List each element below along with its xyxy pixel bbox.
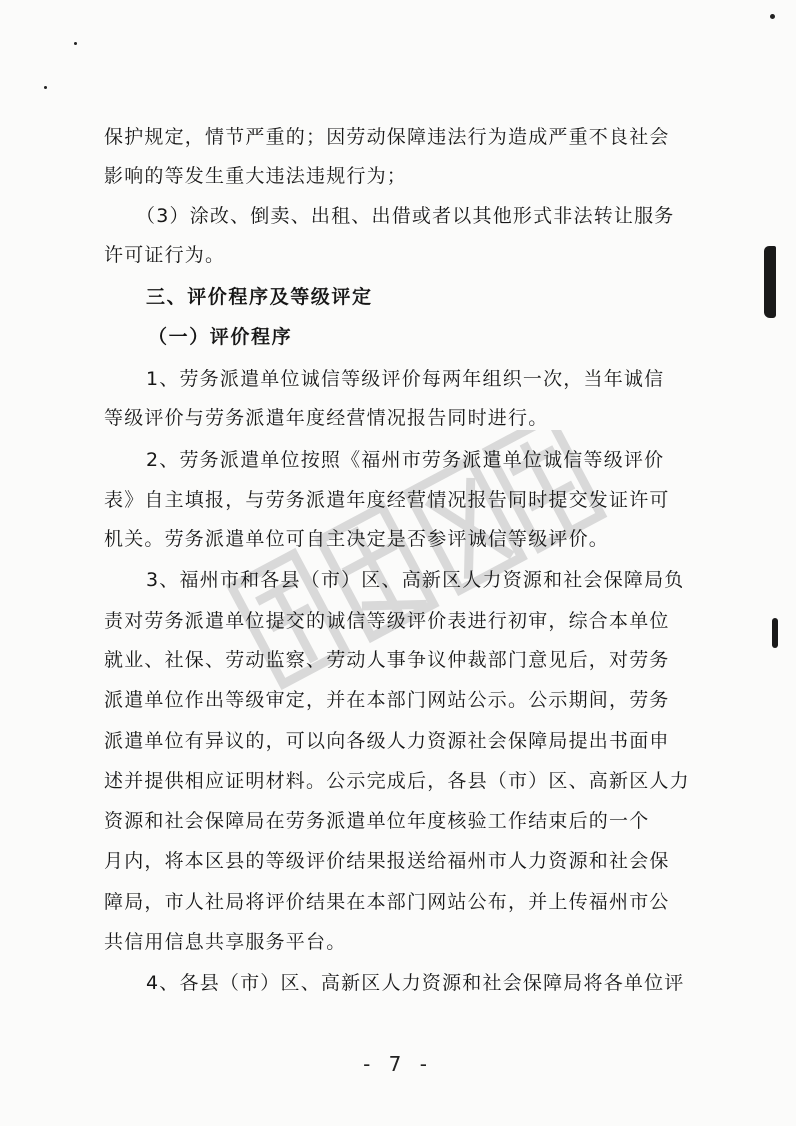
text-line: 机关。劳务派遣单位可自主决定是否参评诚信等级评价。 (104, 528, 610, 550)
scan-speck (74, 42, 77, 45)
text-line: 等级评价与劳务派遣年度经营情况报告同时进行。 (104, 407, 549, 429)
text-line: 障局，市人社局将评价结果在本部门网站公布，并上传福州市公 (104, 891, 670, 913)
text-line: 影响的等发生重大违法违规行为； (104, 165, 408, 187)
text-line: 2、劳务派遣单位按照《福州市劳务派遣单位诚信等级评价 (146, 449, 665, 471)
text-line: 派遣单位作出等级审定，并在本部门网站公示。公示期间，劳务 (104, 689, 670, 711)
text-line: 许可证行为。 (104, 244, 226, 266)
text-line: 就业、社保、劳动监察、劳动人事争议仲裁部门意见后，对劳务 (104, 649, 670, 671)
scan-speck (44, 86, 47, 89)
text-line: 资源和社会保障局在劳务派遣单位年度核验工作结束后的一个 (104, 810, 650, 832)
section-heading: 三、评价程序及等级评定 (146, 286, 373, 308)
text-line: 1、劳务派遣单位诚信等级评价每两年组织一次，当年诚信 (146, 368, 665, 390)
scan-speck (770, 14, 775, 19)
text-line: 派遣单位有异议的，可以向各级人力资源社会保障局提出书面申 (104, 730, 670, 752)
subsection-heading: （一）评价程序 (148, 326, 293, 348)
text-line: 责对劳务派遣单位提交的诚信等级评价表进行初审，综合本单位 (104, 610, 670, 632)
page-number: - 7 - (363, 1052, 433, 1076)
text-line: 月内，将本区县的等级评价结果报送给福州市人力资源和社会保 (104, 850, 670, 872)
text-line: 3、福州市和各县（市）区、高新区人力资源和社会保障局负 (146, 569, 685, 591)
text-line: 4、各县（市）区、高新区人力资源和社会保障局将各单位评 (146, 972, 685, 994)
text-line: （3）涂改、倒卖、出租、出借或者以其他形式非法转让服务 (136, 205, 675, 227)
text-line: 保护规定，情节严重的；因劳动保障违法行为造成严重不良社会 (104, 126, 670, 148)
text-line: 共信用信息共享服务平台。 (104, 931, 347, 953)
text-line: 述并提供相应证明材料。公示完成后，各县（市）区、高新区人力 (104, 770, 690, 792)
text-line: 表》自主填报，与劳务派遣年度经营情况报告同时提交发证许可 (104, 489, 670, 511)
